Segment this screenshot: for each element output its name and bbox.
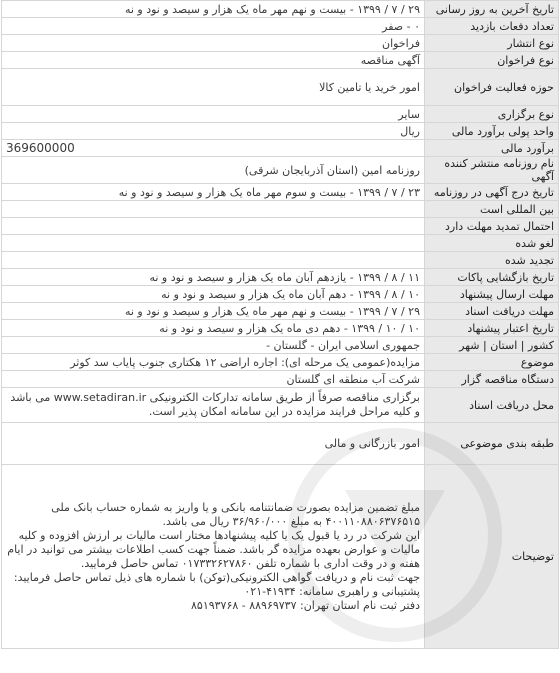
value-organizer[interactable]: شرکت آب منطقه ای گلستان	[2, 371, 425, 388]
value-call-type[interactable]: آگهی مناقصه	[2, 52, 425, 69]
value-doc-place: برگزاری مناقصه صرفاً از طریق سامانه تدارکات الکترونیکی www.setadiran.ir می باشد و کلیه مراحل فرایند مزایده در این سامانه امکان پذیر است.	[2, 388, 425, 423]
row-newspaper	[2, 157, 559, 184]
row-extension	[2, 218, 559, 235]
value-validity: ۱۰ / ۱۰ / ۱۳۹۹ - دهم دی ماه یک هزار و سیصد و نود و نه	[2, 320, 425, 337]
value-holding-type[interactable]: سایر	[2, 106, 425, 123]
label-activity-area: حوزه فعالیت فراخوان	[425, 69, 559, 106]
row-call-type	[2, 52, 559, 69]
row-activity-area	[2, 69, 559, 106]
value-submit-deadline: ۱۰ / ۸ / ۱۳۹۹ - دهم آبان ماه یک هزار و سیصد و نود و نه	[2, 286, 425, 303]
description-text	[6, 501, 420, 613]
label-subject: موضوع	[425, 354, 559, 371]
label-validity: تاریخ اعتبار پیشنهاد	[425, 320, 559, 337]
value-opening-date: ۱۱ / ۸ / ۱۳۹۹ - یازدهم آبان ماه یک هزار و سیصد و نود و نه	[2, 269, 425, 286]
value-estimate	[2, 140, 425, 157]
label-international: بین المللی است	[425, 201, 559, 218]
label-currency: واحد پولی برآورد مالی	[425, 123, 559, 140]
row-holding-type	[2, 106, 559, 123]
label-renewed: تجدید شده	[425, 252, 559, 269]
label-visit-count: تعداد دفعات بازدید	[425, 18, 559, 35]
label-category: طبقه بندی موضوعی	[425, 423, 559, 465]
label-newspaper: نام روزنامه منتشر کننده آگهی	[425, 157, 559, 184]
row-renewed	[2, 252, 559, 269]
value-newspaper-date: ۲۳ / ۷ / ۱۳۹۹ - بیست و سوم مهر ماه یک هزار و سیصد و نود و نه	[2, 184, 425, 201]
value-description	[2, 465, 425, 649]
row-subject	[2, 354, 559, 371]
value-international	[2, 201, 425, 218]
value-renewed	[2, 252, 425, 269]
row-category	[2, 423, 559, 465]
row-publish-type	[2, 35, 559, 52]
description-line: مبلغ تضمین مزایده بصورت ضمانتنامه بانکی و یا واریز به شماره حساب بانک ملی ۴۰۰۱۱۰۸۸۰۶۳۷۶۵۱۵ به مبلغ ۳۶/۹۶۰/۰۰۰ ریال می باشد.	[51, 500, 420, 528]
row-last-update	[2, 1, 559, 18]
row-cancelled	[2, 235, 559, 252]
description-line: دفتر ثبت نام استان تهران: ۸۸۹۶۹۷۳۷ - ۸۵۱۹۳۷۶۸	[191, 598, 420, 612]
label-submit-deadline: مهلت ارسال پیشنهاد	[425, 286, 559, 303]
row-estimate	[2, 140, 559, 157]
value-newspaper[interactable]: روزنامه امین (استان آذربایجان شرقی)	[2, 157, 425, 184]
label-estimate: برآورد مالی	[425, 140, 559, 157]
row-opening-date	[2, 269, 559, 286]
label-newspaper-date: تاریخ درج آگهی در روزنامه	[425, 184, 559, 201]
value-doc-deadline: ۲۹ / ۷ / ۱۳۹۹ - بیست و نهم مهر ماه یک هزار و سیصد و نود و نه	[2, 303, 425, 320]
value-extension	[2, 218, 425, 235]
label-holding-type: نوع برگزاری	[425, 106, 559, 123]
row-visit-count	[2, 18, 559, 35]
row-description	[2, 465, 559, 649]
label-publish-type: نوع انتشار	[425, 35, 559, 52]
label-last-update: تاریخ آخرین به روز رسانی	[425, 1, 559, 18]
description-line: پشتیبانی و راهبری سامانه: ۴۱۹۳۴-۰۲۱	[244, 584, 420, 598]
row-doc-deadline	[2, 303, 559, 320]
row-currency	[2, 123, 559, 140]
row-validity	[2, 320, 559, 337]
value-category: امور بازرگانی و مالی	[2, 423, 425, 465]
label-doc-place: محل دریافت اسناد	[425, 388, 559, 423]
row-location	[2, 337, 559, 354]
estimate-amount: 369600000	[6, 141, 75, 155]
value-currency[interactable]: ریال	[2, 123, 425, 140]
label-location: کشور | استان | شهر	[425, 337, 559, 354]
label-organizer: دستگاه مناقصه گزار	[425, 371, 559, 388]
label-opening-date: تاریخ بازگشایی پاکات	[425, 269, 559, 286]
value-activity-area: امور خرید یا تامین کالا	[2, 69, 425, 106]
label-doc-deadline: مهلت دریافت اسناد	[425, 303, 559, 320]
value-visit-count: ۰ - صفر	[2, 18, 425, 35]
label-call-type: نوع فراخوان	[425, 52, 559, 69]
value-publish-type[interactable]: فراخوان	[2, 35, 425, 52]
row-doc-place	[2, 388, 559, 423]
value-last-update: ۲۹ / ۷ / ۱۳۹۹ - بیست و نهم مهر ماه یک هزار و سیصد و نود و نه	[2, 1, 425, 18]
row-organizer	[2, 371, 559, 388]
label-description: توضیحات	[425, 465, 559, 649]
label-extension: احتمال تمدید مهلت دارد	[425, 218, 559, 235]
description-line: این شرکت در رد یا قبول یک یا کلیه پیشنهادها مختار است مالیات بر ارزش افزوده و کلیه مالیات و عوارض بعهده مزایده گر باشد. ضمناً جهت کسب اطلاعات بیشتر می توانید در ایام هفته و در وقت اداری با شماره تلفن ۰۱۷۳۳۲۶۲۷۸۶۰ تماس حاصل فرمایید.	[7, 528, 420, 570]
value-subject: مزایده(عمومی یک مرحله ای): اجاره اراضی ۱۲ هکتاری جنوب پایاب سد کوثر	[2, 354, 425, 371]
tender-details-table	[1, 0, 559, 649]
row-newspaper-date	[2, 184, 559, 201]
value-location: جمهوری اسلامی ایران - گلستان -	[2, 337, 425, 354]
value-cancelled	[2, 235, 425, 252]
label-cancelled: لغو شده	[425, 235, 559, 252]
row-submit-deadline	[2, 286, 559, 303]
description-line: جهت ثبت نام و دریافت گواهی الکترونیکی(توکن) با شماره های ذیل تماس حاصل فرمایید:	[13, 570, 420, 584]
row-international	[2, 201, 559, 218]
